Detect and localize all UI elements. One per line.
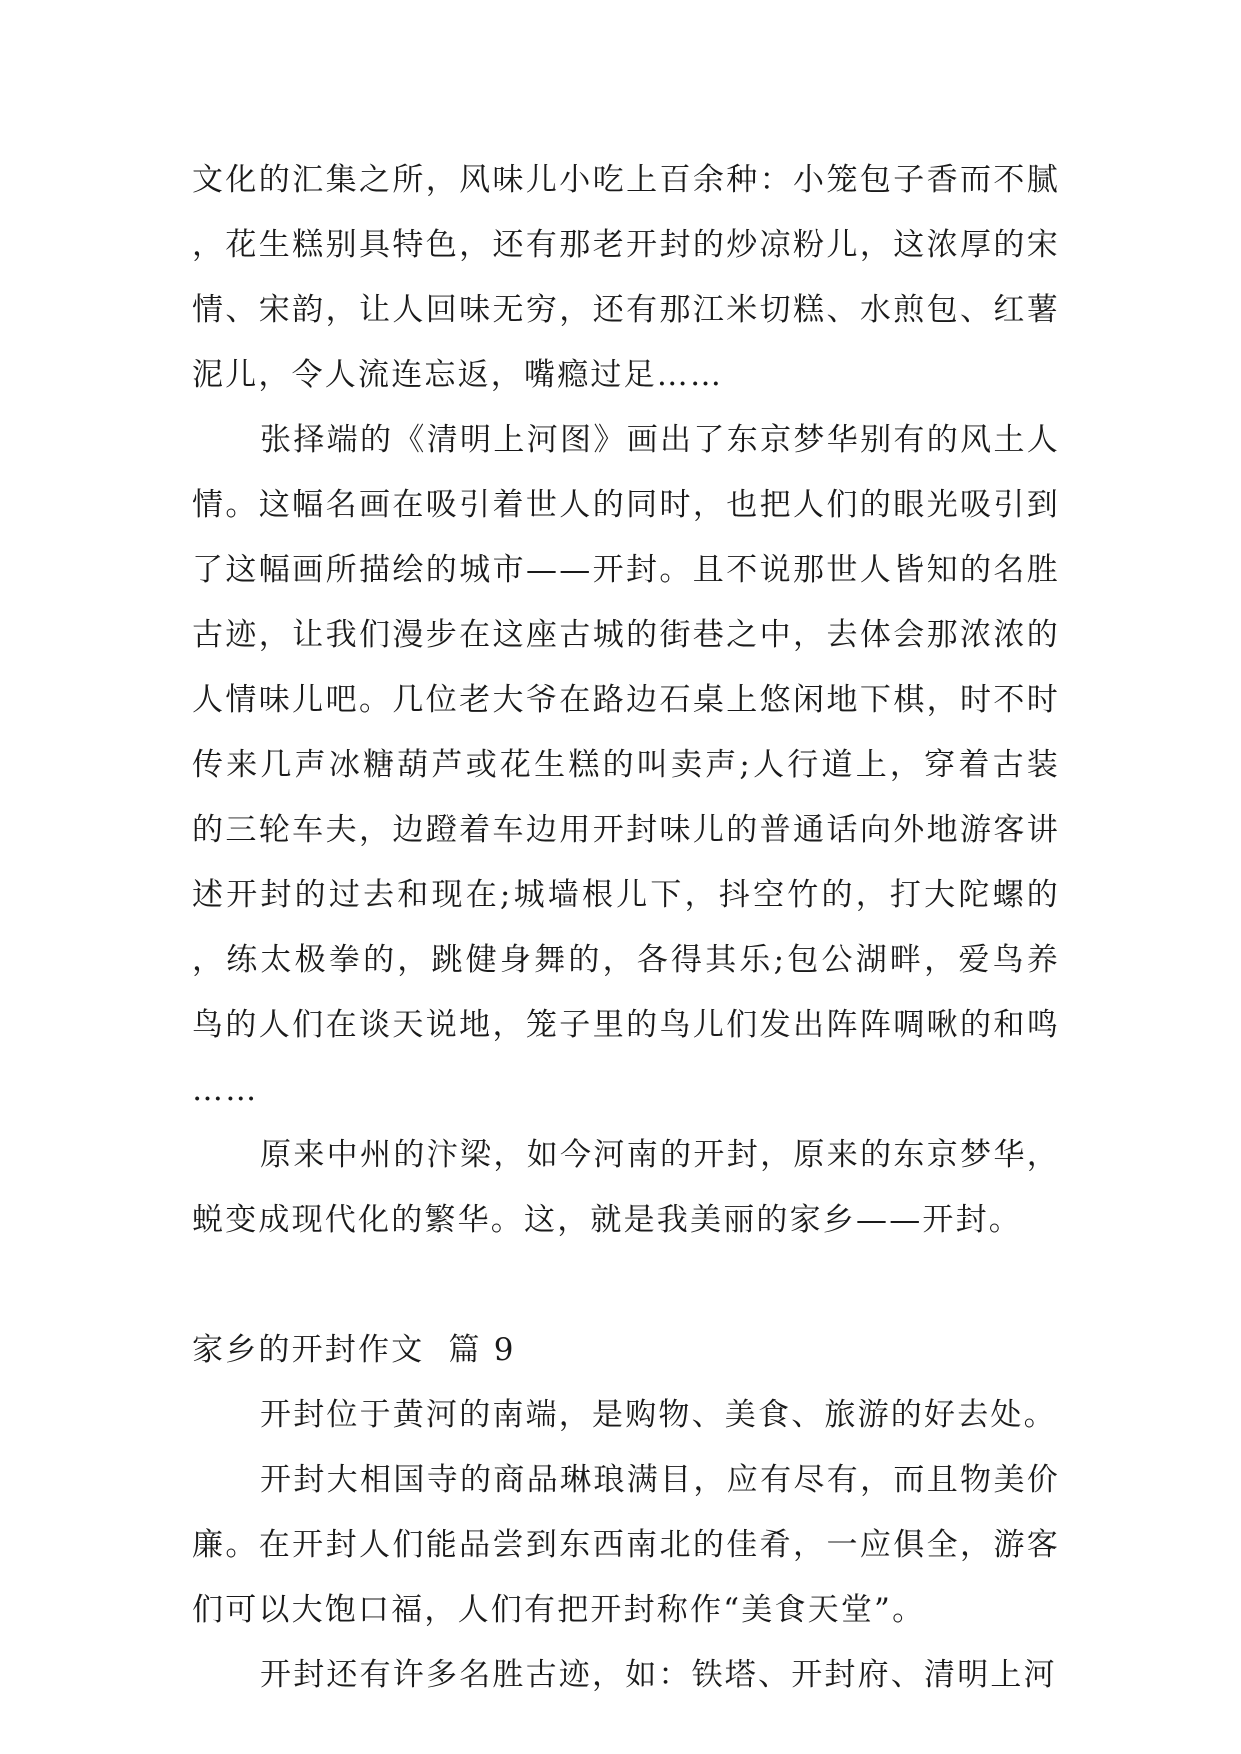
section-heading: 家乡的开封作文 篇 9 — [192, 1332, 516, 1368]
paragraph-xiangguo-temple: 开封大相国寺的商品琳琅满目，应有尽有，而且物美价廉。在开封人们能品尝到东西南北的佳肴，一应俱全，游客们可以大饱口福，人们有把开封称作“美食天堂”。 — [192, 1462, 1060, 1628]
paragraph-scenic-spots: 开封还有许多名胜古迹，如：铁塔、开封府、清明上河 — [260, 1657, 1057, 1693]
paragraph-qingming-painting: 张择端的《清明上河图》画出了东京梦华别有的风土人情。这幅名画在吸引着世人的同时，也把人们的眼光吸引到了这幅画所描绘的城市——开封。且不说那世人皆知的名胜古迹，让我们漫步在这座古城的街巷之中，去体会那浓浓的人情味儿吧。几位老大爷在路边石桌上悠闲地下棋，时不时传来几声冰糖葫芦或花生糕的叫卖声;人行道上，穿着古装的三轮车夫，边蹬着车边用开封味儿的普通话向外地游客讲述开封的过去和现在;城墙根儿下，抖空竹的，打大陀螺的，练太极拳的，跳健身舞的，各得其乐;包公湖畔，爱鸟养鸟的人们在谈天说地，笼子里的鸟儿们发出阵阵啁啾的和鸣…… — [192, 422, 1060, 1108]
paragraph-hometown-conclusion: 原来中州的汴梁，如今河南的开封，原来的东京梦华，蜕变成现代化的繁华。这，就是我美丽的家乡——开封。 — [192, 1137, 1060, 1238]
paragraph-food-culture: 文化的汇集之所，风味儿小吃上百余种：小笼包子香而不腻，花生糕别具特色，还有那老开封的炒凉粉儿，这浓厚的宋情、宋韵，让人回味无穷，还有那江米切糕、水煎包、红薯泥儿，令人流连忘返，嘴瘾过足…… — [192, 162, 1060, 393]
section-spacer — [192, 1253, 1060, 1318]
paragraph-location: 开封位于黄河的南端，是购物、美食、旅游的好去处。 — [260, 1397, 1057, 1433]
document-body — [192, 148, 1060, 1708]
